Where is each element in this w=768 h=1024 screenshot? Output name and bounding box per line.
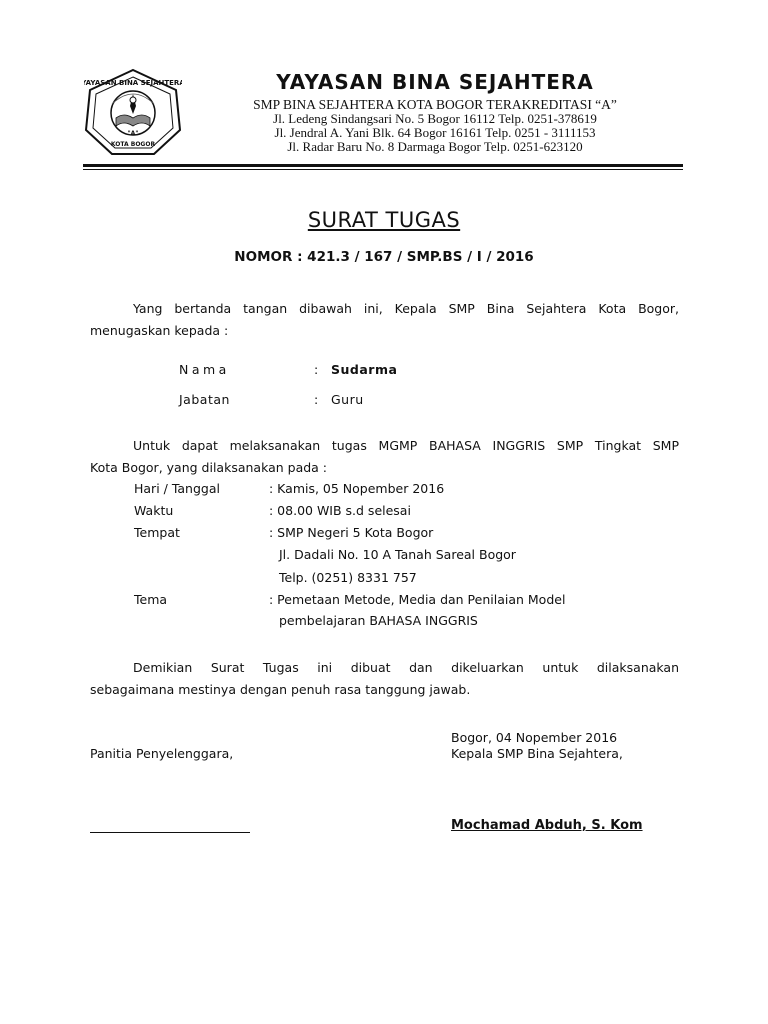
school-emblem-icon (84, 68, 182, 156)
time-label: Waktu (134, 503, 174, 518)
task-line-2: Kota Bogor, yang dilaksanakan pada : (90, 460, 328, 475)
document-number: NOMOR : 421.3 / 167 / SMP.BS / I / 2016 (234, 249, 534, 265)
date-value: : Kamis, 05 Nopember 2016 (269, 481, 445, 496)
svg-text:YAYASAN BINA SEJAHTERA: YAYASAN BINA SEJAHTERA (84, 79, 182, 87)
committee-signature-line (90, 832, 250, 833)
svg-text:KOTA BOGOR: KOTA BOGOR (110, 141, 156, 148)
letterhead-divider-thin (83, 169, 683, 170)
position-value: Guru (331, 392, 364, 407)
address-line-2: Jl. Jendral A. Yani Blk. 64 Bogor 16161 Telp. 0251 - 3111153 (274, 125, 596, 140)
place-and-date: Bogor, 04 Nopember 2016 (451, 730, 618, 745)
name-label: Nama (179, 362, 230, 377)
school-accreditation-line: SMP BINA SEJAHTERA KOTA BOGOR TERAKREDITASI “A” (253, 97, 617, 112)
closing-line-2: sebagaimana mestinya dengan penuh rasa tanggung jawab. (90, 682, 471, 697)
position-label: Jabatan (179, 392, 230, 407)
name-colon: : (314, 362, 319, 377)
committee-label: Panitia Penyelenggara, (90, 746, 234, 761)
address-line-3: Jl. Radar Baru No. 8 Darmaga Bogor Telp. 0251-623120 (287, 139, 583, 154)
theme-value-continued: pembelajaran BAHASA INGGRIS (279, 613, 478, 628)
head-title: Kepala SMP Bina Sejahtera, (451, 746, 623, 761)
signatory-name: Mochamad Abduh, S. Kom (451, 818, 643, 833)
intro-line-1: Yang bertanda tangan dibawah ini, Kepala SMP Bina Sejahtera Kota Bogor, (133, 301, 679, 316)
task-line-1: Untuk dapat melaksanakan tugas MGMP BAHASA INGGRIS SMP Tingkat SMP (133, 438, 679, 453)
letterhead-divider-thick (83, 164, 683, 167)
place-label: Tempat (134, 525, 180, 540)
address-line-1: Jl. Ledeng Sindangsari No. 5 Bogor 16112 Telp. 0251-378619 (273, 111, 597, 126)
document-title: SURAT TUGAS (307, 208, 461, 232)
date-label: Hari / Tanggal (134, 481, 220, 496)
organization-name: YAYASAN BINA SEJAHTERA (276, 70, 594, 94)
intro-line-2: menugaskan kepada : (90, 323, 229, 338)
theme-label: Tema (134, 592, 168, 607)
theme-value: : Pemetaan Metode, Media dan Penilaian Model (269, 592, 566, 607)
place-address: Jl. Dadali No. 10 A Tanah Sareal Bogor (279, 547, 516, 562)
position-colon: : (314, 392, 319, 407)
time-value: : 08.00 WIB s.d selesai (269, 503, 411, 518)
closing-line-1: Demikian Surat Tugas ini dibuat dan dikeluarkan untuk dilaksanakan (133, 660, 679, 675)
place-phone: Telp. (0251) 8331 757 (279, 570, 417, 585)
place-value: : SMP Negeri 5 Kota Bogor (269, 525, 434, 540)
name-value: Sudarma (331, 362, 398, 377)
svg-text:"A": "A" (127, 130, 139, 137)
